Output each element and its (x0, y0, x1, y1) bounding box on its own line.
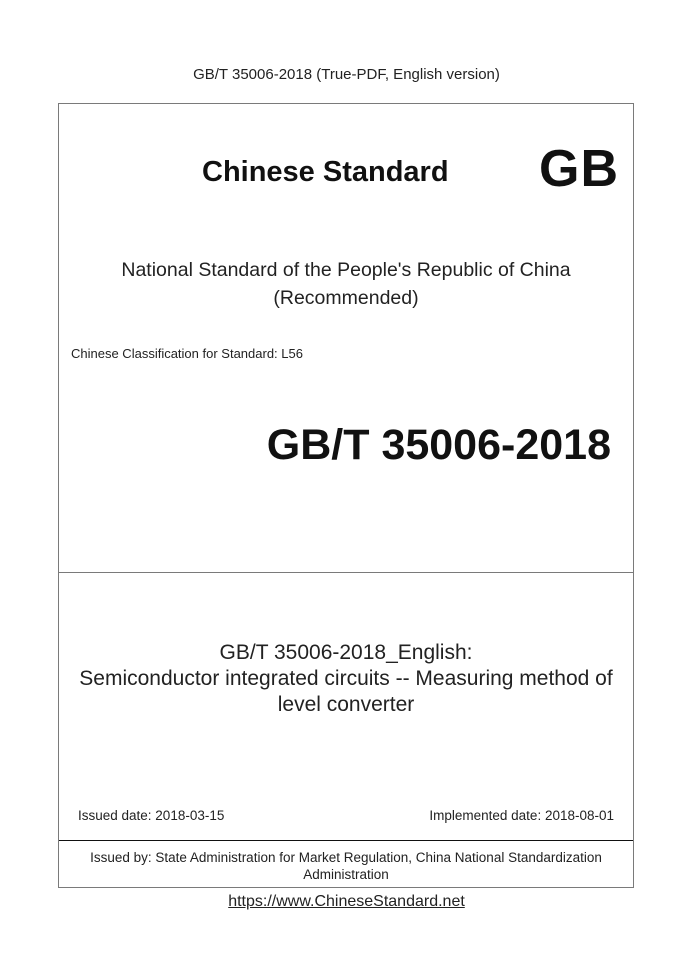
national-line-2: (Recommended) (273, 287, 419, 309)
title-line-2: Semiconductor integrated circuits -- Measuring method of (79, 667, 613, 690)
cover-upper-section (59, 104, 633, 573)
national-standard-text (59, 256, 633, 312)
issuer-line-1: Issued by: State Administration for Market Regulation, China National Standardization (90, 850, 602, 865)
title-row (59, 139, 633, 199)
title-line-1: GB/T 35006-2018_English: (219, 641, 473, 664)
cover-box (58, 103, 634, 888)
page-header: GB/T 35006-2018 (True-PDF, English version) (193, 66, 500, 83)
classification-text: Chinese Classification for Standard: L56 (71, 346, 303, 361)
chinese-standard-heading: Chinese Standard (202, 156, 449, 188)
standard-number: GB/T 35006-2018 (266, 421, 611, 469)
national-line-1: National Standard of the People's Republic of China (121, 259, 571, 281)
issuer-line-2: Administration (303, 867, 389, 882)
implemented-date: Implemented date: 2018-08-01 (429, 808, 614, 823)
gb-mark: GB (539, 140, 619, 198)
cover-lower-section (59, 572, 633, 840)
issued-date: Issued date: 2018-03-15 (78, 808, 225, 823)
website-link[interactable]: https://www.ChineseStandard.net (228, 893, 465, 910)
title-line-3: level converter (277, 693, 415, 716)
document-title (59, 640, 633, 718)
issuer-box (59, 840, 633, 888)
